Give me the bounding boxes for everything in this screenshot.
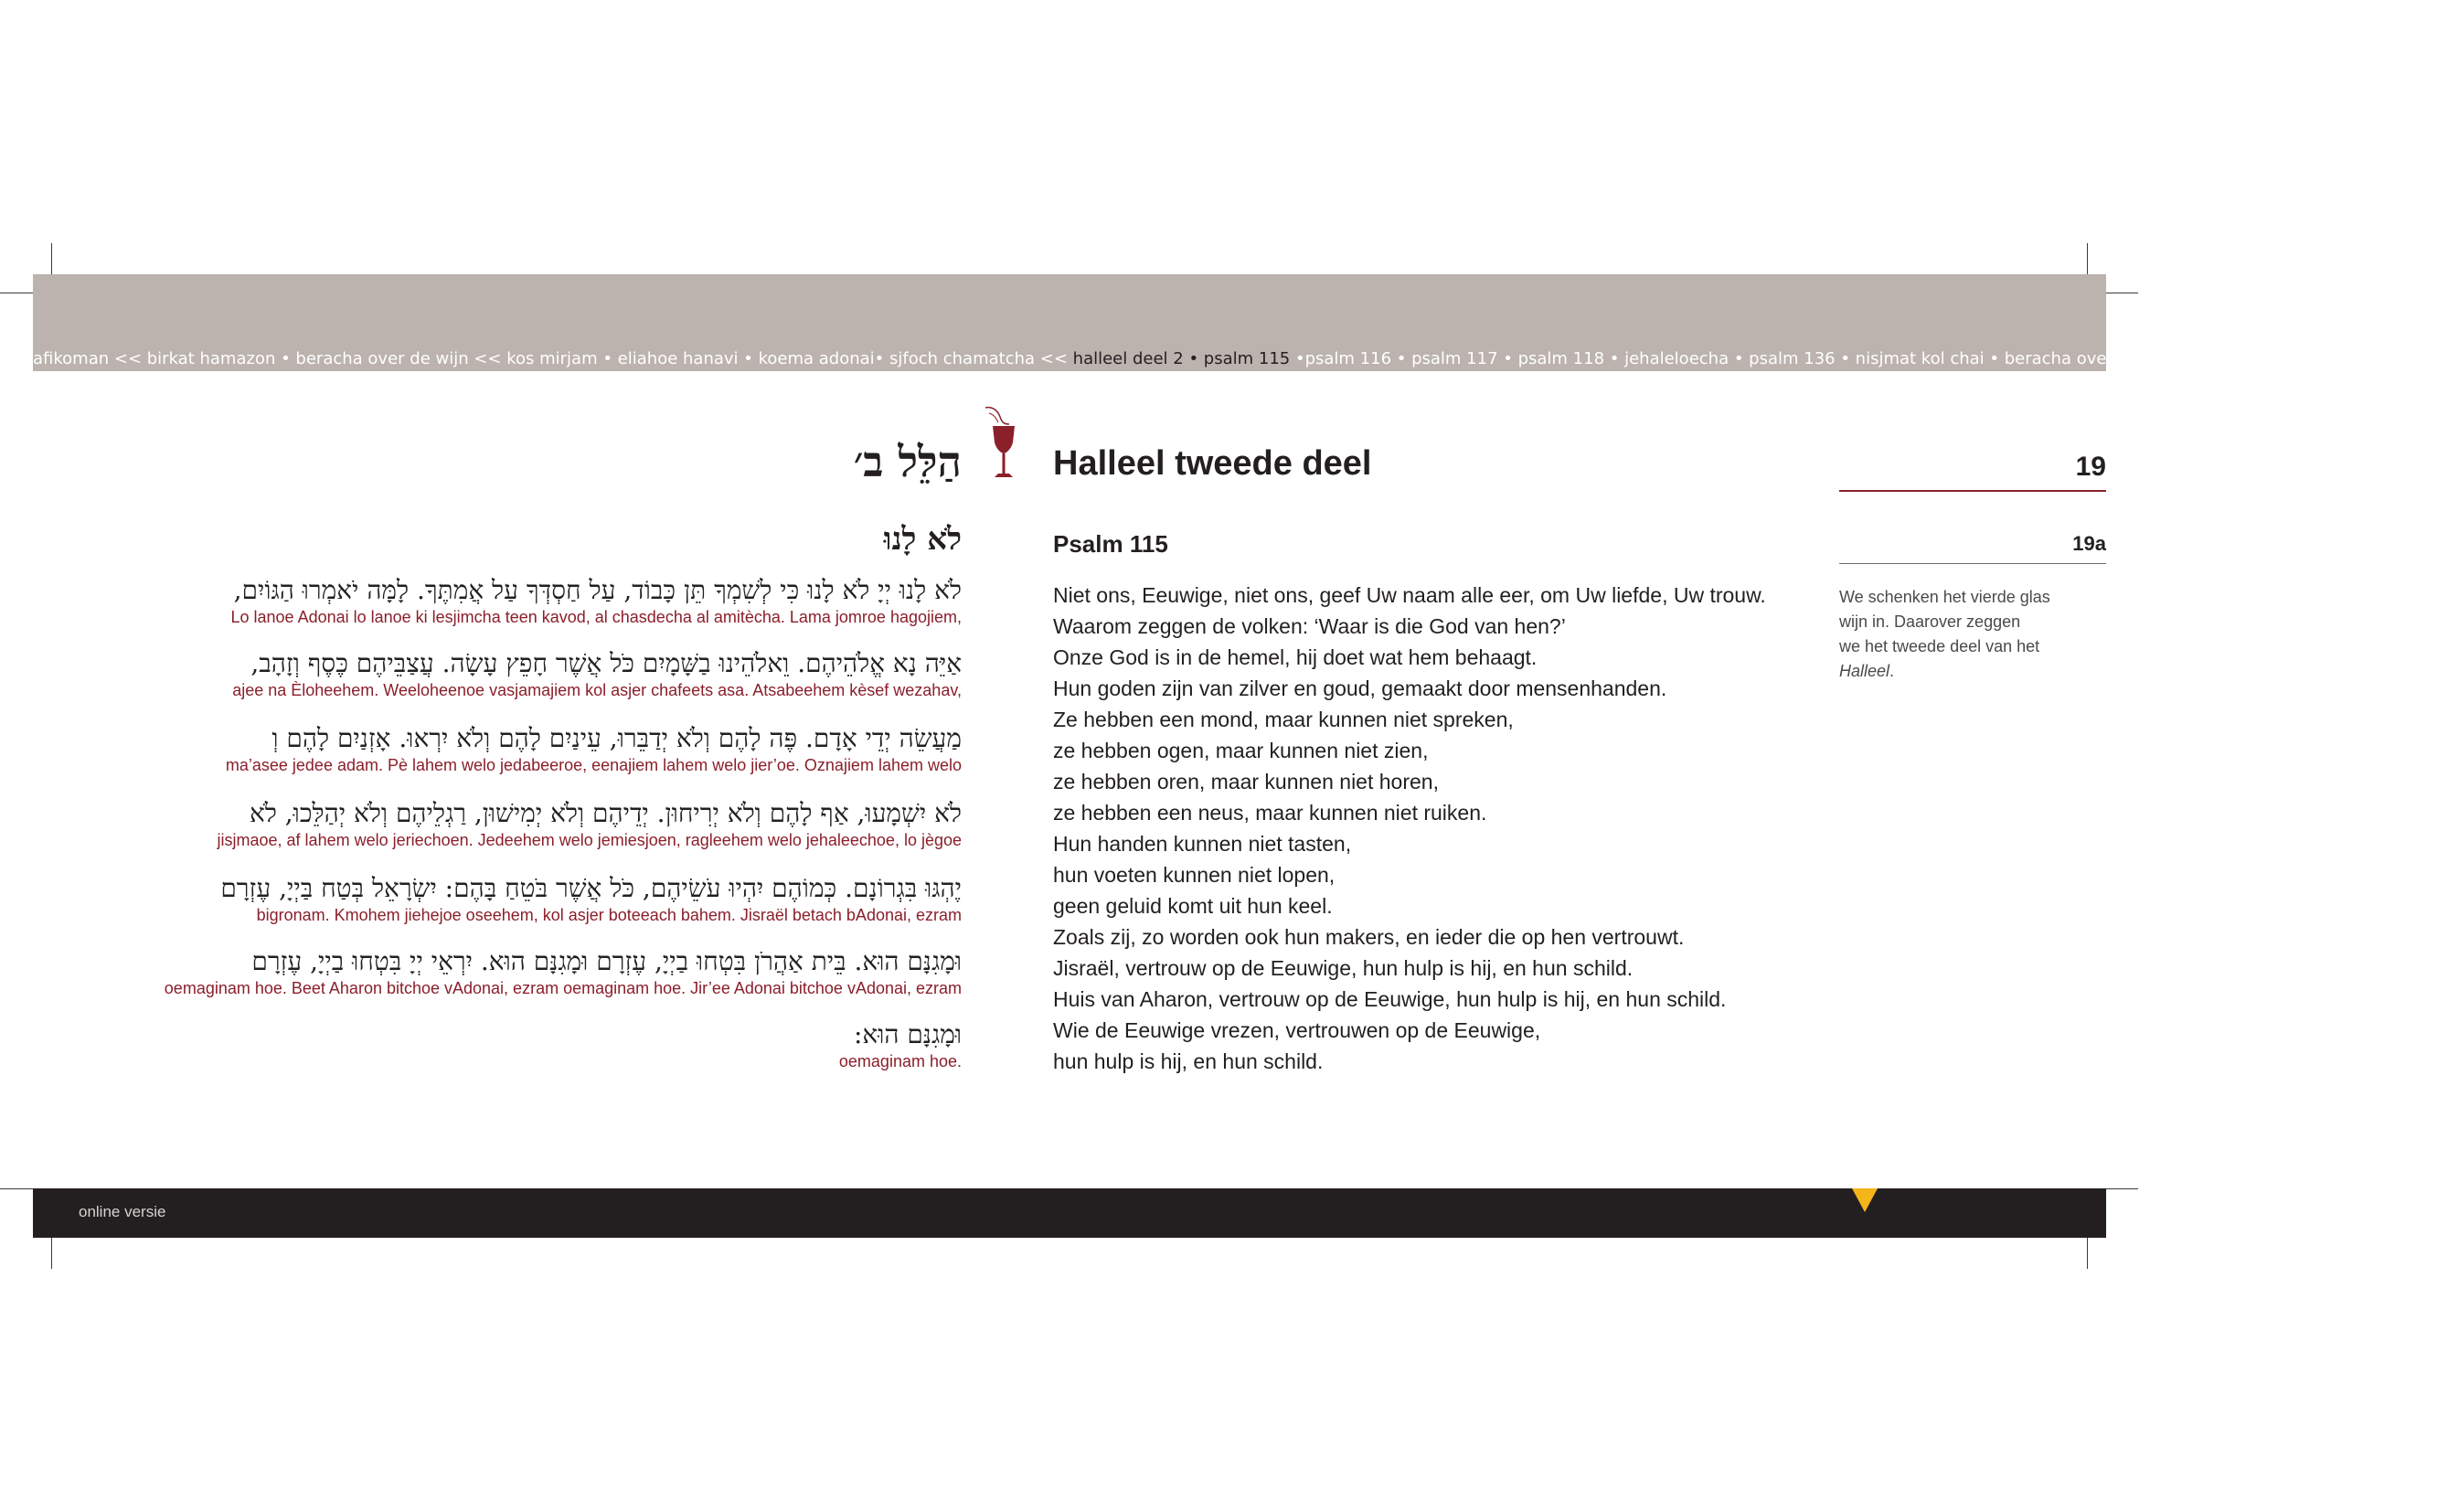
hebrew-line: אַיֵּה נָא אֱלֹהֵיהֶם. וֵאלֹהֵינוּ בַשָּׁמָיִם כֹּל אֲשֶׁר חָפֵץ עָשָׂה. עֲצַבֵּיהֶם כֶּסֶף וְזָהָב, xyxy=(250,648,962,678)
text-line: ze hebben ogen, maar kunnen niet zien, xyxy=(1053,739,1429,762)
instruction-note xyxy=(1839,585,2077,684)
verse-block xyxy=(232,647,962,700)
text-line: Hun goden zijn van zilver en goud, gemaakt door mensenhanden. xyxy=(1053,676,1667,700)
note-line: wijn in. Daarover zeggen xyxy=(1839,612,2021,631)
triangle-marker-icon xyxy=(1852,1188,1878,1212)
wine-glass-icon xyxy=(982,404,1022,483)
transliteration-line: ajee na Èloheehem. Weeloheenoe vasjamajiem kol asjer chafeets asa. Atsabeehem kèsef wezahav, xyxy=(232,681,962,699)
breadcrumb-before[interactable]: afikoman << birkat hamazon • beracha over de wijn << kos mirjam • eliahoe hanavi • koema adonai• sjfoch chamatcha << xyxy=(33,349,1073,368)
text-line: Waarom zeggen de volken: ‘Waar is die God van hen?’ xyxy=(1053,614,1566,638)
hebrew-line: יֶהְגּוּ בִּגְרוֹנָם. כְּמוֹהֶם יִהְיוּ עֹשֵׂיהֶם, כֹּל אֲשֶׁר בֹּטֵחַ בָּהֶם: יִשְׂרָאֵל בְּטַח בַּיְיָ, עֶזְרָם xyxy=(220,873,962,903)
text-line: ze hebben oren, maar kunnen niet horen, xyxy=(1053,770,1439,793)
sub-page-number: 19a xyxy=(1839,532,2106,564)
transliteration-line: oemaginam hoe. xyxy=(838,1052,962,1070)
psalm-text xyxy=(1053,580,1766,1077)
navigation-band xyxy=(33,274,2448,371)
text-line: Jisraël, vertrouw op de Eeuwige, hun hulp is hij, en hun schild. xyxy=(1053,956,1634,980)
crop-mark xyxy=(2087,243,2088,274)
verse-block xyxy=(231,574,963,627)
crop-mark xyxy=(0,1188,33,1189)
breadcrumb xyxy=(33,349,2448,369)
crop-mark xyxy=(2106,1188,2138,1189)
text-line: geen geluid komt uit hun keel. xyxy=(1053,894,1333,918)
text-line: Wie de Eeuwige vrezen, vertrouwen op de Eeuwige, xyxy=(1053,1018,1541,1042)
hebrew-line: לֹא יִשְׁמָעוּ, אַף לָהֶם וְלֹא יְרִיחוּן. יְדֵיהֶם וְלֹא יְמִישׁוּן, רַגְלֵיהֶם וְלֹא יְהַלֵּכוּ, לֹא xyxy=(249,798,962,828)
text-line: Hun handen kunnen niet tasten, xyxy=(1053,832,1352,856)
section-title: Halleel tweede deel xyxy=(1053,444,1372,483)
verse-block xyxy=(218,797,962,850)
verse-block xyxy=(220,872,962,925)
verse-block xyxy=(226,722,962,775)
footer-label[interactable]: online versie xyxy=(79,1203,166,1220)
hebrew-line: וּמָגִנָּם הוּא: xyxy=(854,1019,962,1049)
text-line: Onze God is in de hemel, hij doet wat hem behaagt. xyxy=(1053,645,1538,669)
text-line: Zoals zij, zo worden ook hun makers, en ieder die op hen vertrouwt. xyxy=(1053,925,1685,949)
hebrew-line: וּמָגִנָּם הוּא. בֵּית אַהֲרֹן בִּטְחוּ בַיְיָ, עֶזְרָם וּמָגִנָּם הוּא. יִרְאֵי יְיָ בִּטְחוּ בַיְיָ, עֶזְרָם xyxy=(251,946,962,976)
text-line: Ze hebben een mond, maar kunnen niet spreken, xyxy=(1053,708,1514,731)
text-line: hun hulp is hij, en hun schild. xyxy=(1053,1049,1324,1073)
note-line: we het tweede deel van het xyxy=(1839,637,2040,655)
crop-mark xyxy=(51,243,52,274)
text-line: ze hebben een neus, maar kunnen niet ruiken. xyxy=(1053,801,1487,825)
transliteration-line: ma’asee jedee adam. Pè lahem welo jedabeeroe, eenajiem lahem welo jier’oe. Oznajiem lahem welo xyxy=(225,756,962,774)
footer-band xyxy=(33,1188,2106,1238)
text-line: Huis van Aharon, vertrouw op de Eeuwige, hun hulp is hij, en hun schild. xyxy=(1053,987,1727,1011)
page-number: 19 xyxy=(1839,452,2106,492)
transliteration-line: jisjmaoe, af lahem welo jeriechoen. Jedeehem welo jemiesjoen, ragleehem welo jehaleechoe, lo jègoe xyxy=(217,831,962,849)
text-line: Niet ons, Eeuwige, niet ons, geef Uw naam alle eer, om Uw liefde, Uw trouw. xyxy=(1053,583,1766,607)
hebrew-line: מַעֲשֵׂה יְדֵי אָדָם. פֶּה לָהֶם וְלֹא יְדַבֵּרוּ, עֵינַיִם לָהֶם וְלֹא יִרְאוּ. אָזְנַיִם לָהֶם וְ xyxy=(271,723,962,753)
transliteration-line: Lo lanoe Adonai lo lanoe ki lesjimcha teen kavod, al chasdecha al amitècha. Lama jomroe hagojiem, xyxy=(230,608,962,626)
psalm-heading: Psalm 115 xyxy=(1053,530,1168,558)
text-line: hun voeten kunnen niet lopen, xyxy=(1053,863,1336,887)
note-italic: Halleel xyxy=(1839,662,1890,680)
transliteration-line: bigronam. Kmohem jiehejoe oseehem, kol asjer boteeach bahem. Jisraël betach bAdonai, ezram xyxy=(256,906,962,924)
note-line: We schenken het vierde glas xyxy=(1839,588,2050,606)
hebrew-subtitle: לֹא לָנוּ xyxy=(883,521,962,558)
transliteration-line: oemaginam hoe. Beet Aharon bitchoe vAdonai, ezram oemaginam hoe. Jir’ee Adonai bitchoe vAdonai, ezram xyxy=(164,979,962,997)
hebrew-title: הַלֵּל ב׳ xyxy=(853,437,962,486)
breadcrumb-current[interactable]: halleel deel 2 • psalm 115 xyxy=(1072,349,1291,368)
hebrew-line: לֹא לָנוּ יְיָ לֹא לָנוּ כִּי לְשִׁמְךָ תֵּן כָּבוֹד, עַל חַסְדְּךָ עַל אֲמִתֶּךָ. לָמָּה יֹאמְרוּ הַגּוֹיִם, xyxy=(233,575,962,605)
note-end: . xyxy=(1889,662,1895,680)
crop-mark xyxy=(2087,1238,2088,1269)
verse-block xyxy=(165,945,962,998)
breadcrumb-after[interactable]: •psalm 116 • psalm 117 • psalm 118 • jehaleloecha • psalm 136 • nisjmat kol chai • beracha over de wijn >> na-beracha over de wijn >> xyxy=(1290,349,2448,368)
verse-block xyxy=(839,1018,962,1071)
crop-mark xyxy=(51,1238,52,1269)
